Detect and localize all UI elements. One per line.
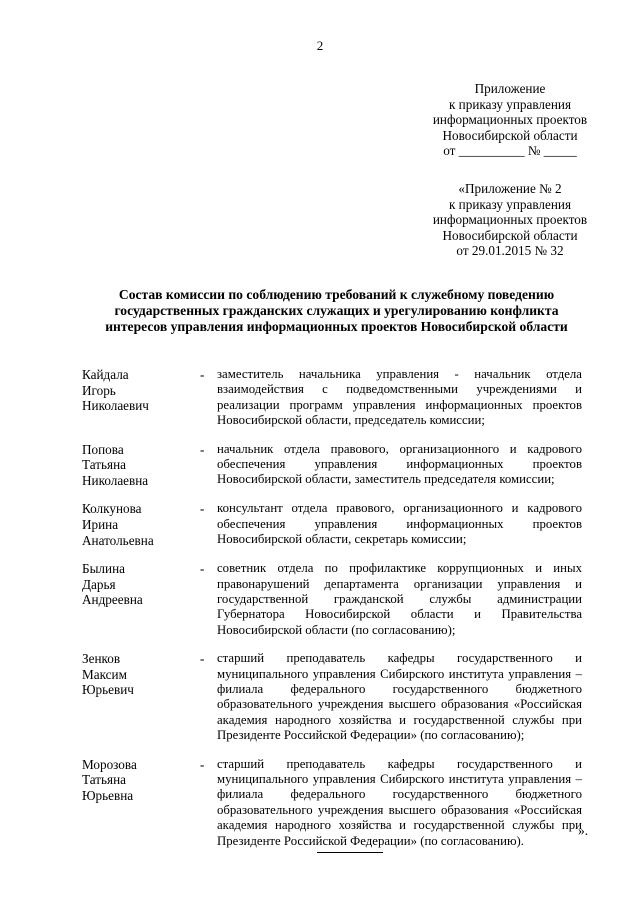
member-entry	[82, 501, 582, 548]
member-first-name: Татьяна	[82, 457, 126, 473]
member-dash: -	[200, 441, 205, 457]
title-line: государственных гражданских служащих и урегулированию конфликта	[114, 303, 559, 318]
member-patronymic: Юрьевич	[82, 682, 134, 698]
member-dash: -	[200, 756, 205, 772]
member-name	[82, 651, 196, 743]
member-description: старший преподаватель кафедры государственного и муниципального управления Сибирского института управления – филиала федерального государственного бюджетного образовательного учреждения высшего образования «Российская академия народного хозяйства и государственной службы при Президенте Российской Федерации» (по согласованию).	[217, 756, 582, 848]
appendix-current-line: Новосибирской области	[442, 127, 578, 143]
member-surname: Кайдала	[82, 367, 129, 382]
member-first-name: Игорь	[82, 382, 116, 398]
appendix-previous-line: к приказу управления	[448, 196, 572, 212]
member-dash: -	[200, 561, 205, 577]
member-patronymic: Николаевич	[82, 398, 149, 414]
appendix-header-current	[410, 81, 610, 159]
closing-quote: ».	[578, 823, 589, 838]
member-description: советник отдела по профилактике коррупционных и иных правонарушений департамента организации управления и государственной гражданской службы администрации Губернатора Новосибирской области и Правительства Новосибирской области (по согласованию);	[217, 561, 582, 637]
appendix-previous-line: информационных проектов	[432, 212, 588, 228]
member-description: начальник отдела правового, организационного и кадрового обеспечения управления информационных проектов Новосибирской области, заместитель председателя комиссии;	[217, 441, 582, 487]
member-entry	[82, 442, 582, 489]
title-line: интересов управления информационных проектов Новосибирской области	[105, 319, 568, 334]
member-first-name: Ирина	[82, 517, 119, 532]
page-number: 2	[316, 38, 324, 53]
member-entry	[82, 757, 582, 849]
member-patronymic: Анатольевна	[82, 532, 154, 548]
end-divider-line	[317, 852, 383, 853]
title-line: Состав комиссии по соблюдению требований к служебному поведению	[118, 287, 555, 302]
member-entry	[82, 367, 582, 429]
member-entry	[82, 561, 582, 638]
appendix-current-line: информационных проектов	[432, 112, 588, 128]
member-description: старший преподаватель кафедры государственного и муниципального управления Сибирского института управления – филиала федерального государственного бюджетного образовательного учреждения высшего образования «Российская академия народного хозяйства и государственной службы при Президенте Российской Федерации» (по согласованию);	[217, 651, 582, 743]
commission-members-list	[82, 367, 582, 862]
member-first-name: Татьяна	[82, 772, 126, 788]
member-surname: Попова	[82, 441, 124, 457]
member-surname: Зенков	[82, 651, 121, 667]
appendix-current-line: к приказу управления	[448, 96, 572, 112]
member-name	[82, 561, 196, 638]
appendix-current-line: Приложение	[474, 81, 546, 96]
appendix-current-line: от __________ № _____	[443, 143, 577, 159]
document-title	[80, 287, 593, 335]
member-entry	[82, 651, 582, 743]
member-name	[82, 367, 196, 429]
member-name	[82, 442, 196, 489]
member-patronymic: Юрьевна	[82, 787, 134, 803]
member-description: заместитель начальника управления - начальник отдела взаимодействия с подведомственными учреждениями и реализации программ управления информационных проектов Новосибирской области, председатель комиссии;	[217, 367, 582, 428]
member-patronymic: Андреевна	[82, 592, 143, 608]
appendix-previous-line: «Приложение № 2	[458, 181, 562, 196]
member-dash: -	[200, 367, 205, 382]
member-first-name: Максим	[82, 666, 127, 682]
appendix-previous-line: Новосибирской области	[442, 227, 578, 243]
member-name	[82, 757, 196, 849]
member-surname: Колкунова	[82, 501, 142, 517]
appendix-previous-line: от 29.01.2015 № 32	[456, 243, 564, 259]
member-first-name: Дарья	[82, 576, 116, 592]
member-dash: -	[200, 651, 205, 667]
appendix-header-previous	[410, 181, 610, 259]
member-name	[82, 501, 196, 548]
member-patronymic: Николаевна	[82, 472, 149, 488]
member-surname: Морозова	[82, 756, 137, 772]
member-dash: -	[200, 501, 205, 517]
member-surname: Былина	[82, 561, 125, 577]
member-description: консультант отдела правового, организационного и кадрового обеспечения управления информационных проектов Новосибирской области, секретарь комиссии;	[217, 501, 582, 547]
